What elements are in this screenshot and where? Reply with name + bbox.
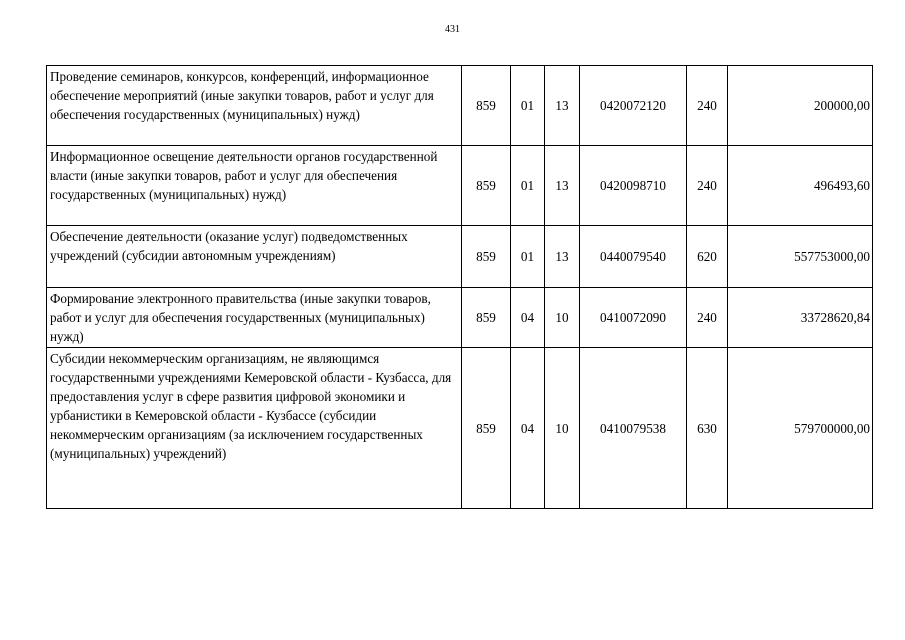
target-article-code: 0410072090 [580,288,687,348]
department-code: 859 [462,226,511,288]
expense-name: Проведение семинаров, конкурсов, конференций, информационное обеспечение мероприятий (иные закупки товаров, работ и услуг для обеспечения государственных (муниципальных) нужд) [50,69,434,122]
expense-name: Субсидии некоммерческим организациям, не являющимся государственными учреждениями Кемеровской области - Кузбасса, для предоставления услуг в сфере развития цифровой экономики и урбанистики в Кемеровской области - Кузбассе (субсидии некоммерческим организациям (за исключением государственных (муниципальных) учреждений) [50,351,452,461]
amount: 496493,60 [728,146,873,226]
amount: 579700000,00 [728,348,873,509]
expense-name: Формирование электронного правительства (иные закупки товаров, работ и услуг для обеспечения государственных (муниципальных) нужд) [50,291,431,344]
budget-table [46,65,873,509]
department-code: 859 [462,66,511,146]
expense-type-code: 240 [687,66,728,146]
target-article-code: 0420072120 [580,66,687,146]
section-code: 04 [511,348,545,509]
expense-type-code: 240 [687,288,728,348]
amount: 200000,00 [728,66,873,146]
subsection-code: 10 [545,348,580,509]
subsection-code: 13 [545,146,580,226]
target-article-code: 0420098710 [580,146,687,226]
subsection-code: 13 [545,226,580,288]
table-row [47,348,873,509]
expense-name-cell [47,288,462,348]
table-row [47,146,873,226]
section-code: 01 [511,226,545,288]
expense-type-code: 620 [687,226,728,288]
expense-name-cell [47,348,462,509]
department-code: 859 [462,146,511,226]
table-row [47,288,873,348]
department-code: 859 [462,288,511,348]
expense-type-code: 240 [687,146,728,226]
section-code: 01 [511,66,545,146]
amount: 33728620,84 [728,288,873,348]
target-article-code: 0440079540 [580,226,687,288]
expense-name-cell [47,226,462,288]
table-row [47,66,873,146]
expense-name-cell [47,146,462,226]
table-row [47,226,873,288]
amount: 557753000,00 [728,226,873,288]
subsection-code: 13 [545,66,580,146]
target-article-code: 0410079538 [580,348,687,509]
department-code: 859 [462,348,511,509]
section-code: 01 [511,146,545,226]
expense-name: Обеспечение деятельности (оказание услуг) подведомственных учреждений (субсидии автономным учреждениям) [50,229,408,263]
section-code: 04 [511,288,545,348]
expense-name-cell [47,66,462,146]
page-number: 431 [445,24,460,35]
subsection-code: 10 [545,288,580,348]
expense-name: Информационное освещение деятельности органов государственной власти (иные закупки товаров, работ и услуг для обеспечения государственных (муниципальных) нужд) [50,149,438,202]
expense-type-code: 630 [687,348,728,509]
